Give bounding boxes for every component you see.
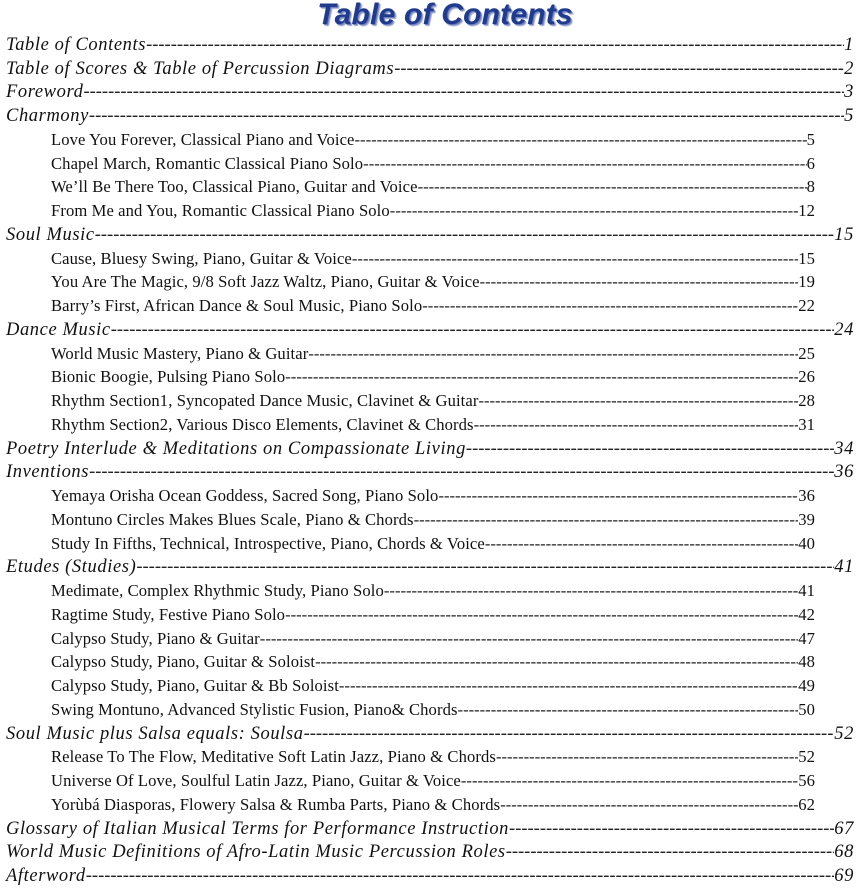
page-number: 5 [844, 106, 854, 126]
dot-leader [308, 344, 798, 365]
entry-title: Release To The Flow, Meditative Soft Latin Jazz, Piano & Chords [51, 747, 496, 767]
entry-title: World Music Definitions of Afro-Latin Music Percussion Roles [6, 842, 506, 863]
entry-title: Rhythm Section1, Syncopated Dance Music, Clavinet & Guitar [51, 391, 479, 410]
dot-leader [500, 795, 798, 816]
dot-leader [304, 724, 835, 745]
toc-section-entry[interactable] [0, 460, 860, 484]
toc-section-entry[interactable] [0, 80, 860, 104]
dot-leader [474, 415, 799, 436]
toc-section-entry[interactable] [0, 840, 860, 864]
entry-title: Medimate, Complex Rhythmic Study, Piano Solo [51, 581, 384, 600]
toc-section-entry[interactable] [0, 816, 860, 840]
page-number: 42 [798, 604, 815, 624]
page-number: 52 [798, 747, 815, 767]
page-number: 2 [844, 58, 854, 79]
table-of-contents [0, 32, 860, 887]
dot-leader [418, 177, 807, 198]
dot-leader [422, 296, 798, 317]
dot-leader [480, 272, 799, 293]
toc-sub-entry[interactable] [0, 507, 815, 531]
entry-title: Cause, Bluesy Swing, Piano, Guitar & Voice [51, 248, 352, 268]
entry-title: Soul Music plus Salsa equals: Soulsa [6, 723, 304, 744]
page-number: 40 [798, 533, 815, 553]
page-number: 41 [798, 581, 815, 600]
page-number: 12 [798, 201, 815, 220]
dot-leader [260, 629, 798, 650]
page-number: 22 [798, 296, 815, 315]
toc-sub-entry[interactable] [0, 127, 815, 151]
entry-title: Love You Forever, Classical Piano and Voice [51, 129, 355, 149]
entry-title: Table of Scores & Table of Percussion Diagrams [6, 58, 395, 79]
toc-sub-entry[interactable] [0, 531, 815, 555]
entry-title: Swing Montuno, Advanced Stylistic Fusion, Piano& Chords [51, 699, 458, 719]
toc-sub-entry[interactable] [0, 270, 815, 294]
dot-leader [394, 59, 844, 80]
dot-leader [461, 771, 798, 792]
dot-leader [339, 676, 798, 697]
page-number: 67 [834, 818, 854, 839]
entry-title: Soul Music [6, 224, 95, 245]
dot-leader [414, 510, 799, 531]
page-number: 34 [834, 438, 854, 459]
toc-sub-entry[interactable] [0, 198, 815, 222]
toc-sub-entry[interactable] [0, 246, 815, 270]
toc-section-entry[interactable] [0, 32, 860, 56]
toc-sub-entry[interactable] [0, 650, 815, 674]
toc-sub-entry[interactable] [0, 151, 815, 175]
page-number: 49 [798, 676, 815, 695]
dot-leader [466, 439, 834, 460]
page-number: 28 [798, 391, 815, 410]
dot-leader [315, 652, 798, 673]
page-number: 41 [834, 557, 854, 578]
dot-leader [86, 866, 835, 887]
dot-leader [136, 557, 834, 578]
dot-leader [352, 249, 798, 270]
page-number: 26 [798, 367, 815, 387]
toc-sub-entry[interactable] [0, 175, 815, 199]
page-number: 1 [844, 34, 854, 55]
dot-leader [95, 225, 835, 246]
entry-title: Charmony [6, 106, 89, 126]
toc-section-entry[interactable] [0, 56, 860, 80]
dot-leader [509, 819, 834, 840]
toc-sub-entry[interactable] [0, 673, 815, 697]
entry-title: We’ll Be There Too, Classical Piano, Guitar and Voice [51, 177, 418, 197]
dot-leader [89, 462, 834, 483]
page-number: 47 [798, 628, 815, 648]
dot-leader [285, 367, 798, 388]
page-number: 5 [806, 129, 815, 149]
toc-section-entry[interactable] [0, 436, 860, 460]
dot-leader [285, 605, 798, 626]
entry-title: Inventions [6, 462, 90, 483]
entry-title: Dance Music [6, 319, 111, 340]
page-number: 52 [834, 723, 854, 744]
toc-sub-entry[interactable] [0, 626, 815, 650]
entry-title: You Are The Magic, 9/8 Soft Jazz Waltz, Piano, Guitar & Voice [51, 272, 480, 292]
page-number: 6 [806, 153, 815, 173]
dot-leader [496, 747, 798, 768]
dot-leader [438, 486, 798, 507]
entry-title: Montuno Circles Makes Blues Scale, Piano & Chords [51, 509, 414, 529]
entry-title: Foreword [6, 82, 84, 103]
toc-sub-entry[interactable] [0, 745, 815, 769]
toc-section-entry[interactable] [0, 555, 860, 579]
dot-leader [83, 82, 844, 103]
page-number: 68 [834, 842, 854, 863]
dot-leader [355, 130, 807, 151]
toc-sub-entry[interactable] [0, 602, 815, 626]
dot-leader [111, 320, 835, 341]
page-number: 69 [834, 866, 854, 886]
entry-title: Ragtime Study, Festive Piano Solo [51, 604, 286, 624]
page-number: 24 [834, 319, 854, 340]
entry-title: Barry’s First, African Dance & Soul Music, Piano Solo [51, 296, 423, 315]
entry-title: Bionic Boogie, Pulsing Piano Solo [51, 367, 286, 387]
dot-leader [363, 154, 806, 175]
page-number: 62 [798, 794, 815, 814]
page-number: 31 [798, 414, 815, 434]
toc-sub-entry[interactable] [0, 792, 815, 816]
page-number: 39 [798, 509, 815, 529]
page-number: 15 [834, 224, 854, 245]
dot-leader [146, 35, 844, 56]
page-number: 36 [834, 462, 854, 483]
toc-section-entry[interactable] [0, 317, 860, 341]
entry-title: Calypso Study, Piano, Guitar & Bb Soloist [51, 676, 339, 695]
toc-sub-entry[interactable] [0, 365, 815, 389]
entry-title: World Music Mastery, Piano & Guitar [51, 343, 309, 363]
page-number: 8 [806, 177, 815, 197]
entry-title: Calypso Study, Piano & Guitar [51, 628, 260, 648]
dot-leader [485, 534, 798, 555]
dot-leader [384, 581, 798, 602]
page-number: 56 [798, 771, 815, 790]
entry-title: From Me and You, Romantic Classical Piano Solo [51, 201, 390, 220]
toc-sub-entry[interactable] [0, 293, 815, 317]
entry-title: Yorùbá Diasporas, Flowery Salsa & Rumba Parts, Piano & Chords [51, 794, 501, 814]
toc-sub-entry[interactable] [0, 578, 815, 602]
entry-title: Afterword [6, 866, 86, 886]
page-number: 36 [798, 486, 815, 505]
page-number: 48 [798, 652, 815, 672]
page-number: 3 [844, 82, 854, 103]
entry-title: Yemaya Orisha Ocean Goddess, Sacred Song, Piano Solo [51, 486, 439, 505]
toc-sub-entry[interactable] [0, 768, 815, 792]
dot-leader [458, 700, 799, 721]
toc-section-entry[interactable] [0, 222, 860, 246]
entry-title: Chapel March, Romantic Classical Piano Solo [51, 153, 364, 173]
dot-leader [390, 201, 798, 222]
entry-title: Universe Of Love, Soulful Latin Jazz, Piano, Guitar & Voice [51, 771, 461, 790]
toc-sub-entry[interactable] [0, 388, 815, 412]
page-title: Table of Contents [317, 0, 573, 31]
toc-section-entry[interactable] [0, 721, 860, 745]
entry-title: Etudes (Studies) [6, 557, 137, 578]
toc-sub-entry[interactable] [0, 483, 815, 507]
page-number: 15 [798, 248, 815, 268]
page-number: 50 [798, 699, 815, 719]
entry-title: Calypso Study, Piano, Guitar & Soloist [51, 652, 316, 672]
toc-sub-entry[interactable] [0, 697, 815, 721]
entry-title: Poetry Interlude & Meditations on Compassionate Living [6, 438, 466, 459]
toc-section-entry[interactable] [0, 863, 860, 887]
toc-sub-entry[interactable] [0, 341, 815, 365]
entry-title: Rhythm Section2, Various Disco Elements, Clavinet & Chords [51, 414, 474, 434]
dot-leader [89, 106, 844, 127]
page-number: 25 [798, 343, 815, 363]
dot-leader [506, 842, 835, 863]
toc-section-entry[interactable] [0, 103, 860, 127]
entry-title: Table of Contents [6, 34, 147, 55]
toc-sub-entry[interactable] [0, 412, 815, 436]
dot-leader [478, 391, 798, 412]
page-number: 19 [798, 272, 815, 292]
entry-title: Glossary of Italian Musical Terms for Performance Instruction [6, 818, 510, 839]
entry-title: Study In Fifths, Technical, Introspective, Piano, Chords & Voice [51, 533, 485, 553]
